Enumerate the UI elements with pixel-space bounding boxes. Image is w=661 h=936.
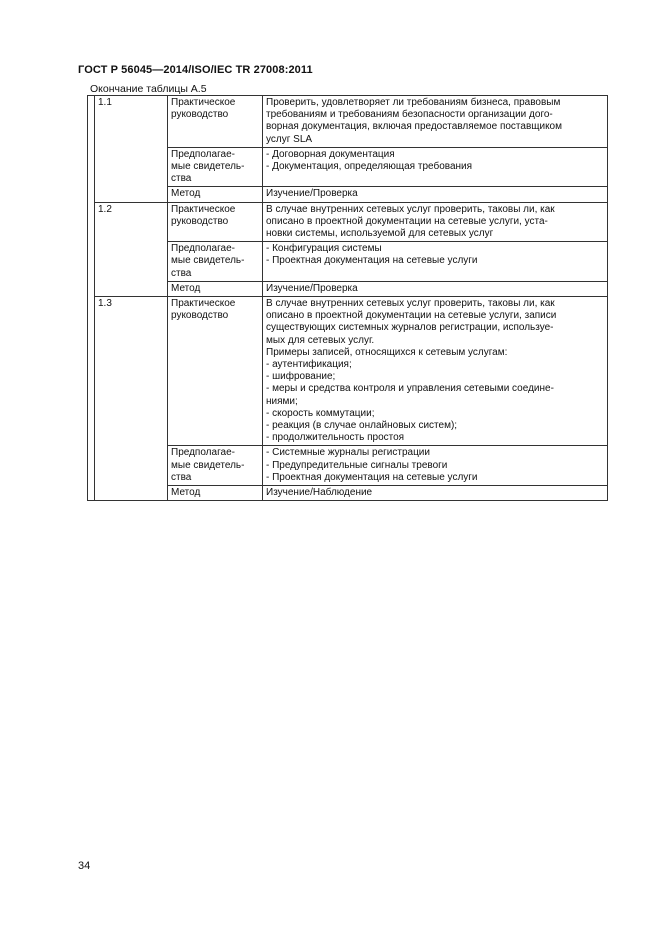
guidance-text-line: описано в проектной документации на сетевые услуги, уста- [266, 215, 548, 227]
method-text-cell: Изучение/Проверка [263, 187, 608, 202]
guidance-label-line: Практическое [171, 298, 236, 310]
guidance-text-line: ворная документация, включая предоставляемое поставщиком [266, 121, 562, 133]
guidance-text-line: В случае внутренних сетевых услуг проверить, таковы ли, как [266, 203, 555, 215]
guidance-label-cell [168, 96, 263, 148]
guidance-text-line: - реакция (в случае онлайновых систем); [266, 420, 458, 432]
evidence-label-line: Предполагае- [171, 243, 235, 255]
evidence-text-line: - Проектная документация на сетевые услуги [266, 255, 478, 267]
guidance-text-line: - скорость коммутации; [266, 407, 375, 419]
guidance-text-line: требованиям и требованиям безопасности организации дого- [266, 109, 553, 121]
method-label-cell: Метод [168, 486, 263, 501]
evidence-text-line: - Системные журналы регистрации [266, 447, 430, 459]
evidence-label-line: ства [171, 471, 192, 483]
table-body [88, 96, 608, 501]
guidance-text-cell [263, 202, 608, 242]
evidence-label-line: мые свидетель- [171, 459, 245, 471]
guidance-label-cell [168, 297, 263, 446]
document-header: ГОСТ Р 56045—2014/ISO/IEC TR 27008:2011 [78, 64, 313, 76]
evidence-text-cell [263, 242, 608, 282]
guidance-text-cell [263, 96, 608, 148]
table-row [88, 202, 608, 242]
evidence-label-line: мые свидетель- [171, 161, 245, 173]
item-number-cell: 1.3 [95, 297, 168, 501]
guidance-text-cell [263, 297, 608, 446]
guidance-text-line: - шифрование; [266, 371, 336, 383]
evidence-text-line: - Конфигурация системы [266, 243, 382, 255]
guidance-text-line: - аутентификация; [266, 359, 352, 371]
method-label-cell: Метод [168, 187, 263, 202]
evidence-text-cell [263, 147, 608, 187]
guidance-label-line: руководство [171, 215, 229, 227]
requirements-table [87, 95, 608, 501]
guidance-text-line: - продолжительность простоя [266, 432, 405, 444]
evidence-text-cell [263, 446, 608, 486]
guidance-label-line: руководство [171, 109, 229, 121]
guidance-label-line: Практическое [171, 97, 236, 108]
table-row [88, 96, 608, 148]
evidence-label-cell [168, 147, 263, 187]
evidence-text-line: - Документация, определяющая требования [266, 161, 473, 173]
guidance-label-line: руководство [171, 310, 229, 322]
evidence-label-line: ства [171, 267, 192, 279]
page-number: 34 [78, 860, 91, 872]
method-text-cell: Изучение/Проверка [263, 281, 608, 296]
evidence-text-line: - Проектная документация на сетевые услуги [266, 471, 478, 483]
guidance-label-cell [168, 202, 263, 242]
evidence-label-line: мые свидетель- [171, 255, 245, 267]
guidance-text-line: услуг SLA [266, 133, 313, 145]
table-row [88, 297, 608, 446]
evidence-label-cell [168, 446, 263, 486]
guidance-text-line: Проверить, удовлетворяет ли требованиям бизнеса, правовым [266, 97, 561, 108]
guidance-text-line: описано в проектной документации на сетевые услуги, записи [266, 310, 557, 322]
method-label-cell: Метод [168, 281, 263, 296]
evidence-label-line: Предполагае- [171, 447, 235, 459]
evidence-label-line: ства [171, 173, 192, 185]
evidence-label-cell [168, 242, 263, 282]
evidence-label-line: Предполагае- [171, 148, 235, 160]
left-margin-column [88, 96, 95, 501]
guidance-text-line: Примеры записей, относящихся к сетевым услугам: [266, 346, 508, 358]
guidance-label-line: Практическое [171, 203, 236, 215]
table-caption: Окончание таблицы А.5 [90, 83, 207, 95]
guidance-text-line: - меры и средства контроля и управления сетевыми соедине- [266, 383, 554, 395]
guidance-text-line: ниями; [266, 395, 298, 407]
method-text-cell: Изучение/Наблюдение [263, 486, 608, 501]
guidance-text-line: мых для сетевых услуг. [266, 334, 375, 346]
item-number-cell: 1.2 [95, 202, 168, 296]
evidence-text-line: - Предупредительные сигналы тревоги [266, 459, 448, 471]
item-number-cell: 1.1 [95, 96, 168, 203]
evidence-text-line: - Договорная документация [266, 148, 395, 160]
guidance-text-line: существующих системных журналов регистрации, используе- [266, 322, 554, 334]
guidance-text-line: В случае внутренних сетевых услуг проверить, таковы ли, как [266, 298, 555, 310]
table-container [87, 95, 607, 501]
guidance-text-line: новки системы, используемой для сетевых услуг [266, 228, 494, 240]
